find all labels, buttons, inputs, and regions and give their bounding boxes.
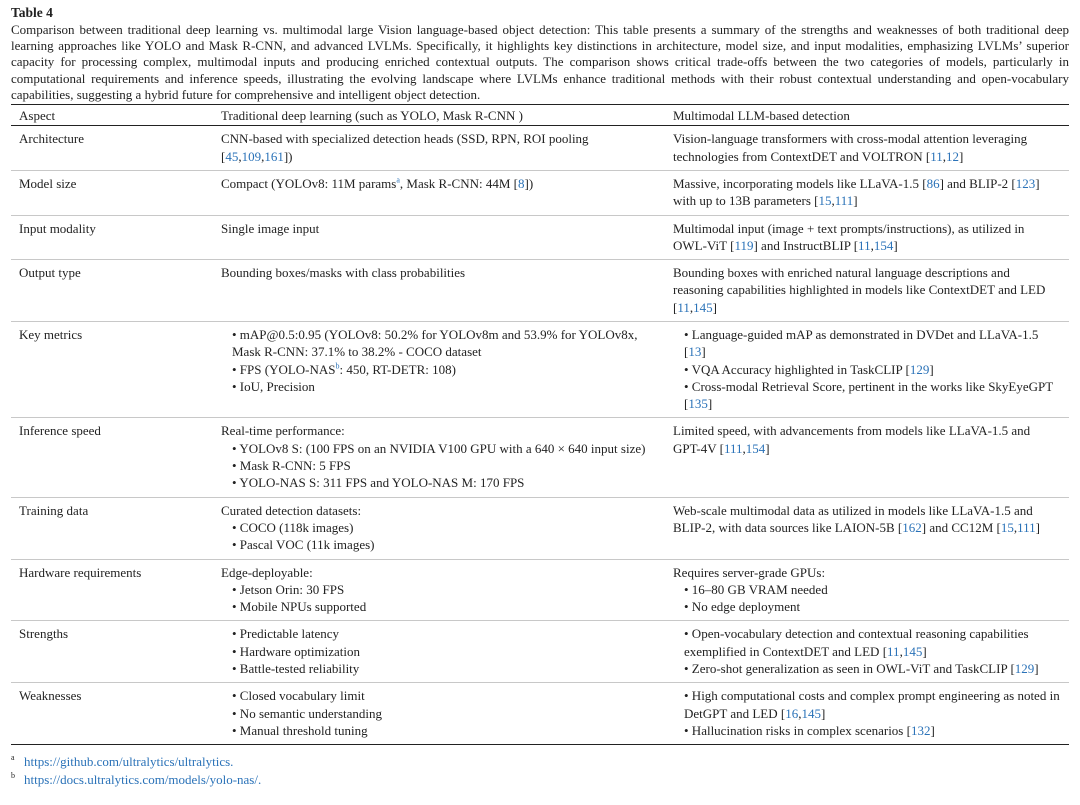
cell-line [673,564,1061,581]
citation-link[interactable]: 13 [688,344,702,360]
table-row [11,683,1069,745]
cell-text: • Predictable latency [232,626,340,642]
cell-text: ] [929,361,934,377]
cell-text: ] [958,148,964,164]
header-aspect: Aspect [11,105,213,126]
cell-text: Web-scale multimodal data as utilized in models like LLaVA-1.5 and BLIP-2, with data sources like LAION-5B [ [673,502,1033,535]
cell-aspect: Output type [11,260,213,322]
cell-text: • Manual threshold tuning [232,722,368,738]
cell-text: , [870,237,874,253]
citation-link[interactable]: 15 [818,193,832,209]
footnote-mark: b [11,770,15,780]
cell-text: , [831,193,835,209]
cell-text: • 16–80 GB VRAM needed [684,581,828,597]
cell-text: • COCO (118k images) [232,519,354,535]
cell-text: , [942,148,946,164]
table-header-row [11,105,1069,126]
citation-link[interactable]: 11 [677,299,690,315]
cell-text: • Jetson Orin: 30 FPS [232,581,345,597]
citation-link[interactable]: 11 [858,237,871,253]
bullet-item [221,722,657,739]
citation-link[interactable]: 111 [834,193,854,209]
cell-text: , [261,148,265,164]
cell-text: • Language-guided mAP as demonstrated in DVDet and LLaVA-1.5 [ [684,326,1039,360]
cell-line [673,264,1061,316]
cell-text: ] [701,344,706,360]
cell-text: • Hardware optimization [232,643,361,659]
cell-aspect: Training data [11,497,213,559]
citation-link[interactable]: 109 [241,148,262,164]
cell-text: : 450, RT-DETR: 108) [339,361,456,377]
cell-line [221,422,657,439]
citation-link[interactable]: 123 [1015,175,1036,191]
citation-link[interactable]: 11 [887,643,900,659]
citation-link[interactable]: 111 [1017,519,1036,535]
citation-link[interactable]: 154 [873,237,894,253]
cell-text: ] [1035,519,1040,535]
cell-traditional [213,126,665,171]
citation-link[interactable]: 111 [723,440,743,456]
cell-line [673,220,1061,255]
cell-text: Compact (YOLOv8: 11M params [221,175,397,191]
cell-text: Massive, incorporating models like LLaVA-1.5 [ [673,175,927,191]
cell-text: , [1013,519,1018,535]
cell-text: • VQA Accuracy highlighted in TaskCLIP [ [684,361,910,377]
cell-aspect: Input modality [11,215,213,260]
cell-aspect: Architecture [11,126,213,171]
cell-aspect: Model size [11,170,213,215]
bullet-item [673,660,1061,677]
cell-line [673,502,1061,537]
cell-multimodal [665,321,1069,417]
bullet-item [673,326,1061,361]
cell-traditional [213,170,665,215]
bullet-item [221,643,657,660]
bullet-item [673,722,1061,739]
citation-link[interactable]: 16 [785,705,799,721]
cell-text: , [798,705,802,721]
bullet-item [221,705,657,722]
cell-traditional [213,621,665,683]
header-multimodal: Multimodal LLM-based detection [665,105,1069,126]
cell-text: • FPS (YOLO-NAS [232,361,336,377]
cell-multimodal [665,215,1069,260]
cell-text: Real-time performance: [221,423,345,439]
cell-aspect: Inference speed [11,418,213,497]
cell-traditional [213,559,665,621]
cell-text: ] [853,193,858,209]
cell-text: Multimodal input (image + text prompts/instructions), as utilized in OWL-ViT [ [673,220,1025,253]
table-row [11,559,1069,621]
bullet-item [221,440,657,457]
cell-traditional [213,497,665,559]
citation-link[interactable]: 86 [926,175,940,191]
bullet-item [673,625,1061,660]
cell-line [221,175,657,192]
table-row [11,170,1069,215]
cell-text: Vision-language transformers with cross-modal attention leveraging technologies from ContextDET and VOLTRON [ [673,131,1028,164]
cell-text: Limited speed, with advancements from models like LLaVA-1.5 and GPT-4V [ [673,423,1031,456]
cell-aspect: Strengths [11,621,213,683]
citation-link[interactable]: 145 [801,705,821,721]
citation-link[interactable]: 161 [264,148,284,164]
cell-text: ] and BLIP-2 [ [939,175,1016,191]
bullet-item [221,536,657,553]
cell-text: ] [765,440,770,456]
bullet-item [221,474,657,491]
cell-text: • No semantic understanding [232,705,383,721]
cell-traditional [213,260,665,322]
cell-line [221,564,657,581]
citation-link[interactable]: 162 [902,519,922,535]
citation-link[interactable]: 129 [1014,661,1035,677]
cell-text: • mAP@0.5:0.95 (YOLOv8: 50.2% for YOLOv8m and 53.9% for YOLOv8x, Mask R-CNN: 37.1% to 38.2% - COCO dataset [232,326,638,360]
cell-text: ] [893,237,898,253]
cell-text: Bounding boxes/masks with class probabilities [221,265,466,281]
bullet-item [673,581,1061,598]
footnote-marker[interactable]: b [335,361,340,371]
bullet-item [673,687,1061,722]
cell-multimodal [665,170,1069,215]
cell-text: ] [712,299,717,315]
cell-text: • Battle-tested reliability [232,661,360,677]
citation-link[interactable]: 12 [945,148,959,164]
cell-line [221,264,657,281]
bullet-item [221,378,657,395]
bullet-item [221,687,657,704]
citation-link[interactable]: 135 [688,396,708,412]
cell-text: Curated detection datasets: [221,502,362,518]
table-label: Table 4 [11,5,53,20]
cell-text: ] [922,643,927,659]
comparison-table [11,104,1069,745]
table-row [11,260,1069,322]
table-row [11,321,1069,417]
citation-link[interactable]: 15 [1000,519,1014,535]
cell-multimodal [665,683,1069,745]
cell-text: • Hallucination risks in complex scenarios [ [684,722,911,738]
footnote-marker[interactable]: a [396,175,400,185]
cell-line [673,175,1061,210]
cell-text: ]) [524,175,534,191]
table-row [11,621,1069,683]
table-caption: Comparison between traditional deep learning vs. multimodal large Vision language-based object detection: This table presents a summary of the strengths and weaknesses of both traditional deep learning approaches like YOLO and Mask R-CNN, and advanced LVLMs. Specifically, it highlights key distinctions in architecture, model size, and input modalities, emphasizing LVLMs’ superior capacity for processing complex, multimodal inputs and producing enriched contextual outputs. The comparison shows critical trade-offs between the two categories of models, particularly in computational requirements and inference speeds, illustrating the evolving landscape where LVLMs enhance traditional methods with their robust contextual understanding and open-vocabulary capabilities, suggesting a hybrid future for comprehensive and intelligent object detection. [11,22,1069,102]
cell-text: , [689,299,694,315]
cell-line [221,502,657,519]
bullet-item [221,326,657,361]
cell-text: • Cross-modal Retrieval Score, pertinent in the works like SkyEyeGPT [ [684,378,1053,412]
cell-text: , [899,643,903,659]
cell-aspect: Key metrics [11,321,213,417]
cell-text: , [238,148,242,164]
citation-link[interactable]: 145 [693,299,713,315]
cell-multimodal [665,497,1069,559]
cell-text: • Pascal VOC (11k images) [232,537,375,553]
cell-text: Single image input [221,220,320,236]
table-row [11,418,1069,497]
cell-traditional [213,215,665,260]
cell-text: ]) [283,148,293,164]
footnote-link[interactable]: https://docs.ultralytics.com/models/yolo-nas/. [24,771,262,787]
table-row [11,126,1069,171]
cell-traditional [213,418,665,497]
cell-multimodal [665,621,1069,683]
citation-link[interactable]: 129 [909,361,930,377]
cell-text: • IoU, Precision [232,378,315,394]
cell-aspect: Hardware requirements [11,559,213,621]
bullet-item [221,581,657,598]
table-body [11,126,1069,745]
bullet-item [221,457,657,474]
cell-text: • No edge deployment [684,599,801,615]
cell-text: • Mask R-CNN: 5 FPS [232,458,351,474]
table-row [11,215,1069,260]
citation-link[interactable]: 11 [930,148,943,164]
cell-traditional [213,321,665,417]
citation-link[interactable]: 132 [910,722,931,738]
cell-text: ] with up to 13B parameters [ [673,175,1040,209]
cell-multimodal [665,559,1069,621]
cell-line [673,422,1061,457]
cell-text: • Mobile NPUs supported [232,599,367,615]
cell-text: Bounding boxes with enriched natural language descriptions and reasoning capabilities highlighted in models like ContextDET and LED [ [673,265,1046,315]
cell-text: • High computational costs and complex prompt engineering as noted in DetGPT and LED [ [684,688,1060,721]
cell-multimodal [665,260,1069,322]
cell-text: ] [930,722,935,738]
bullet-item [673,378,1061,413]
footnote-mark: a [11,753,15,763]
bullet-item [221,625,657,642]
bullet-item [221,361,657,378]
bullet-item [221,598,657,615]
cell-multimodal [665,126,1069,171]
cell-text: • Open-vocabulary detection and contextual reasoning capabilities exemplified in ContextDET and LED [ [684,626,1029,659]
cell-aspect: Weaknesses [11,683,213,745]
cell-text: ] [820,705,826,721]
bullet-item [221,519,657,536]
citation-link[interactable]: 119 [734,237,754,253]
cell-text: ] [1034,661,1039,677]
citation-link[interactable]: 145 [902,643,923,659]
cell-text: • YOLOv8 S: (100 FPS on an NVIDIA V100 GPU with a 640 × 640 input size) [232,440,646,456]
cell-text: CNN-based with specialized detection heads (SSD, RPN, ROI pooling [ [221,131,589,164]
cell-text: ] [707,396,713,412]
footnote [11,753,1069,771]
cell-text: , Mask R-CNN: 44M [ [399,175,519,191]
footnotes [11,753,1069,788]
cell-text: • Closed vocabulary limit [232,688,365,704]
cell-line [221,220,657,237]
header-traditional: Traditional deep learning (such as YOLO, Mask R-CNN ) [213,105,665,126]
cell-text: ] and CC12M [ [921,519,1001,535]
cell-traditional [213,683,665,745]
cell-line [221,130,657,165]
cell-text: • YOLO-NAS S: 311 FPS and YOLO-NAS M: 170 FPS [232,475,525,491]
cell-line [673,130,1061,165]
cell-text: Edge-deployable: [221,564,313,580]
citation-link[interactable]: 8 [518,175,525,191]
bullet-item [221,660,657,677]
cell-multimodal [665,418,1069,497]
cell-text: • Zero-shot generalization as seen in OWL-ViT and TaskCLIP [ [684,661,1015,677]
cell-text: Requires server-grade GPUs: [673,564,826,580]
footnote [11,771,1069,789]
cell-text: ] and InstructBLIP [ [753,237,859,253]
citation-link[interactable]: 154 [745,440,766,456]
footnote-link[interactable]: https://github.com/ultralytics/ultralytics. [24,754,234,770]
citation-link[interactable]: 45 [225,148,239,164]
table-row [11,497,1069,559]
bullet-item [673,361,1061,378]
bullet-item [673,598,1061,615]
cell-text: , [742,440,746,456]
